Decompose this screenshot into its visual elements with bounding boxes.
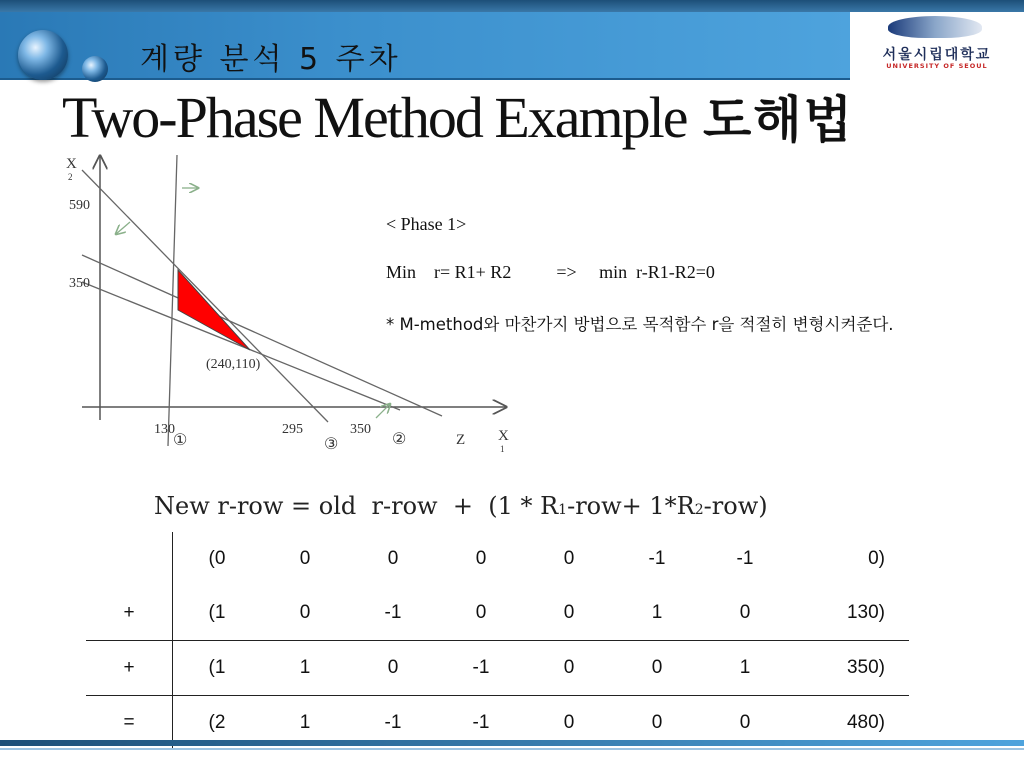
x-tick-295: 295: [282, 422, 303, 437]
table-row: [86, 586, 909, 641]
intersection-point-label: (240,110): [206, 357, 261, 372]
table-cell: -1: [648, 548, 666, 569]
table-cell: 1: [261, 641, 349, 696]
table-cell: (1: [173, 641, 262, 696]
table-cell: 0: [299, 548, 311, 569]
table-cell: 1: [701, 641, 789, 696]
row-sign: +: [86, 586, 173, 641]
globe-icon: [18, 30, 68, 80]
table-cell: 480): [789, 696, 909, 751]
table-cell: 350): [789, 641, 909, 696]
table-cell: 0: [475, 548, 487, 569]
bottom-bar: [0, 740, 1024, 746]
table-cell: 0: [299, 602, 311, 623]
formula-part-3: -row): [703, 492, 768, 520]
table-cell: 0: [525, 696, 613, 751]
row-sign: [86, 532, 173, 586]
row-sign: =: [86, 696, 173, 751]
y-axis-subscript: 2: [68, 172, 73, 182]
table-cell: 0: [525, 641, 613, 696]
feasible-region: [178, 270, 250, 350]
top-bar: [0, 0, 1024, 12]
table-cell: 0: [739, 602, 751, 623]
x-axis-label: X: [498, 428, 509, 444]
y-axis-label: X: [66, 156, 77, 172]
table-cell: -1: [349, 696, 437, 751]
table-cell: 0: [475, 602, 487, 623]
small-globe-icon: [82, 56, 108, 82]
logo-swoosh-icon: [888, 16, 982, 38]
slide-title-main: Two-Phase Method Example: [62, 85, 687, 150]
phase-heading: < Phase 1>: [386, 214, 467, 234]
z-label: Z: [456, 432, 466, 448]
phase-note: * M-method와 마찬가지 방법으로 목적함수 r을 적절히 변형시켜준다.: [386, 315, 894, 334]
table-cell: -1: [437, 696, 525, 751]
graphical-solution-graph: [60, 150, 520, 460]
table-cell: 1: [261, 696, 349, 751]
constraint-label-1: ①: [173, 432, 188, 449]
table-row: [86, 641, 909, 696]
table-cell: 0: [701, 696, 789, 751]
table-cell: 0: [613, 696, 701, 751]
table-cell: 1: [651, 602, 663, 623]
y-tick-350: 350: [69, 276, 90, 291]
table-cell: 0): [868, 548, 885, 569]
x-axis-subscript: 1: [500, 444, 505, 454]
table-row: [86, 532, 909, 586]
x-tick-350: 350: [350, 422, 371, 437]
row-operation-table: [86, 532, 909, 750]
logo-name: 서울시립대학교: [882, 47, 992, 63]
table-cell: -1: [384, 602, 402, 623]
table-cell: 130): [846, 602, 885, 623]
bottom-bar-accent: [0, 748, 1024, 750]
y-tick-590: 590: [69, 198, 90, 213]
constraint-line-3: [82, 170, 328, 422]
constraint-line-1: [168, 155, 177, 446]
slide-title-korean: 도해법: [702, 91, 854, 149]
formula-sub-2: 2: [694, 502, 704, 518]
table-cell: 0: [349, 641, 437, 696]
table-cell: (1: [208, 602, 226, 623]
phase-min-line: Min r= R1+ R2 => min r-R1-R2=0: [386, 262, 715, 282]
table-cell: 0: [613, 641, 701, 696]
formula-part-2: -row+ 1*R: [567, 492, 695, 520]
table-cell: 0: [563, 548, 575, 569]
header-banner: [0, 12, 850, 80]
table-cell: 0: [563, 602, 575, 623]
constraint-label-2: ②: [392, 431, 407, 448]
table-cell: 0: [387, 548, 399, 569]
formula-part-1: New r-row = old r-row + (1 * R: [154, 492, 559, 520]
row-sign: +: [86, 641, 173, 696]
logo-subtitle: UNIVERSITY OF SEOUL: [886, 62, 988, 70]
formula-sub-1: 1: [558, 502, 568, 518]
row-formula: [154, 492, 768, 520]
table-cell: -1: [437, 641, 525, 696]
course-title: 계량 분석 5 주차: [140, 42, 402, 77]
table-cell: (0: [208, 548, 226, 569]
slide-title: [62, 80, 854, 152]
table-cell: (2: [173, 696, 262, 751]
table-cell: -1: [736, 548, 754, 569]
constraint-label-3: ③: [324, 436, 339, 453]
x-tick-130: 130: [154, 422, 175, 437]
direction-arrow-2: [376, 404, 390, 418]
direction-arrow-3: [116, 222, 130, 234]
objective-line-z: [82, 282, 400, 410]
